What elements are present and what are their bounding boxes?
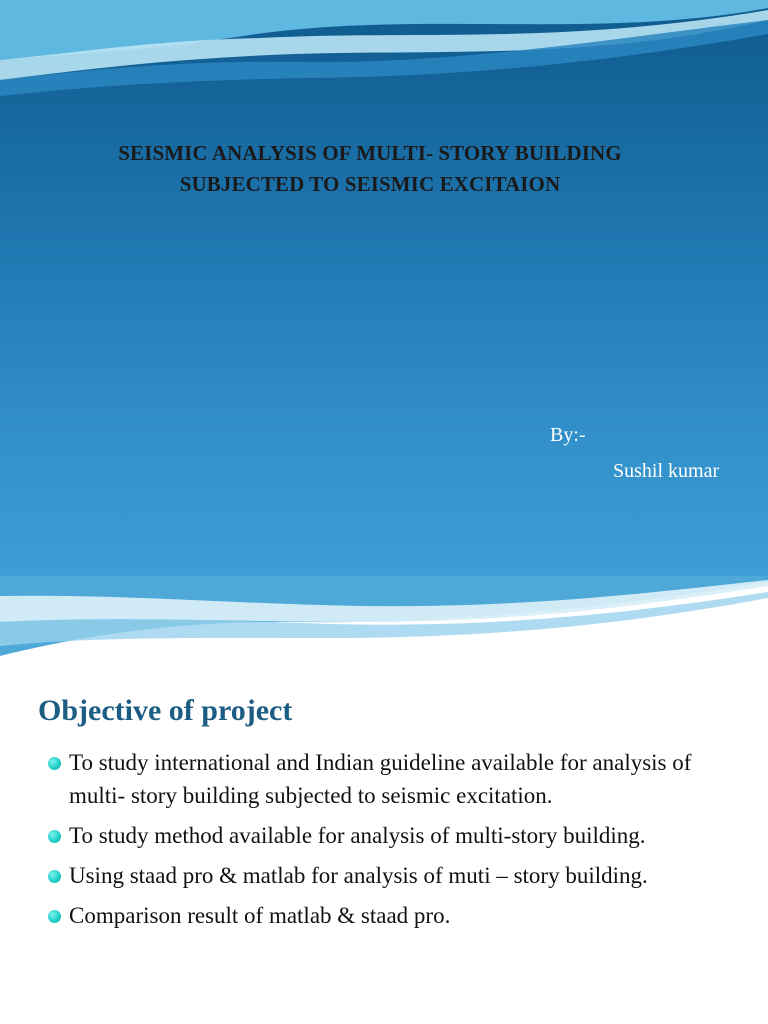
bullet-text: Using staad pro & matlab for analysis of muti – story building.: [69, 863, 648, 888]
author-name: Sushil kumar: [613, 460, 720, 482]
bullet-text: To study international and Indian guideline available for analysis of multi- story building subjected to seismic excitation.: [69, 750, 692, 808]
list-item: [46, 859, 736, 892]
slide-heading: Objective of project: [38, 694, 293, 727]
bullet-dot-icon: [48, 757, 61, 770]
objective-list: [46, 746, 736, 939]
objective-slide: [0, 576, 768, 1024]
slide-title-line-2: SUBJECTED TO SEISMIC EXCITAION: [179, 172, 561, 196]
slide-title: [40, 138, 700, 200]
decorative-waves-bottom-slide: [0, 576, 768, 666]
decorative-waves-top: [0, 0, 768, 110]
bullet-dot-icon: [48, 870, 61, 883]
by-label: By:-: [550, 424, 586, 446]
bullet-text: Comparison result of matlab & staad pro.: [69, 903, 451, 928]
list-item: [46, 819, 736, 852]
bullet-text: To study method available for analysis of multi-story building.: [69, 823, 646, 848]
list-item: [46, 899, 736, 932]
list-item: [46, 746, 736, 812]
bullet-dot-icon: [48, 830, 61, 843]
slide-title-line-1: SEISMIC ANALYSIS OF MULTI- STORY BUILDING: [118, 141, 622, 165]
bullet-dot-icon: [48, 910, 61, 923]
